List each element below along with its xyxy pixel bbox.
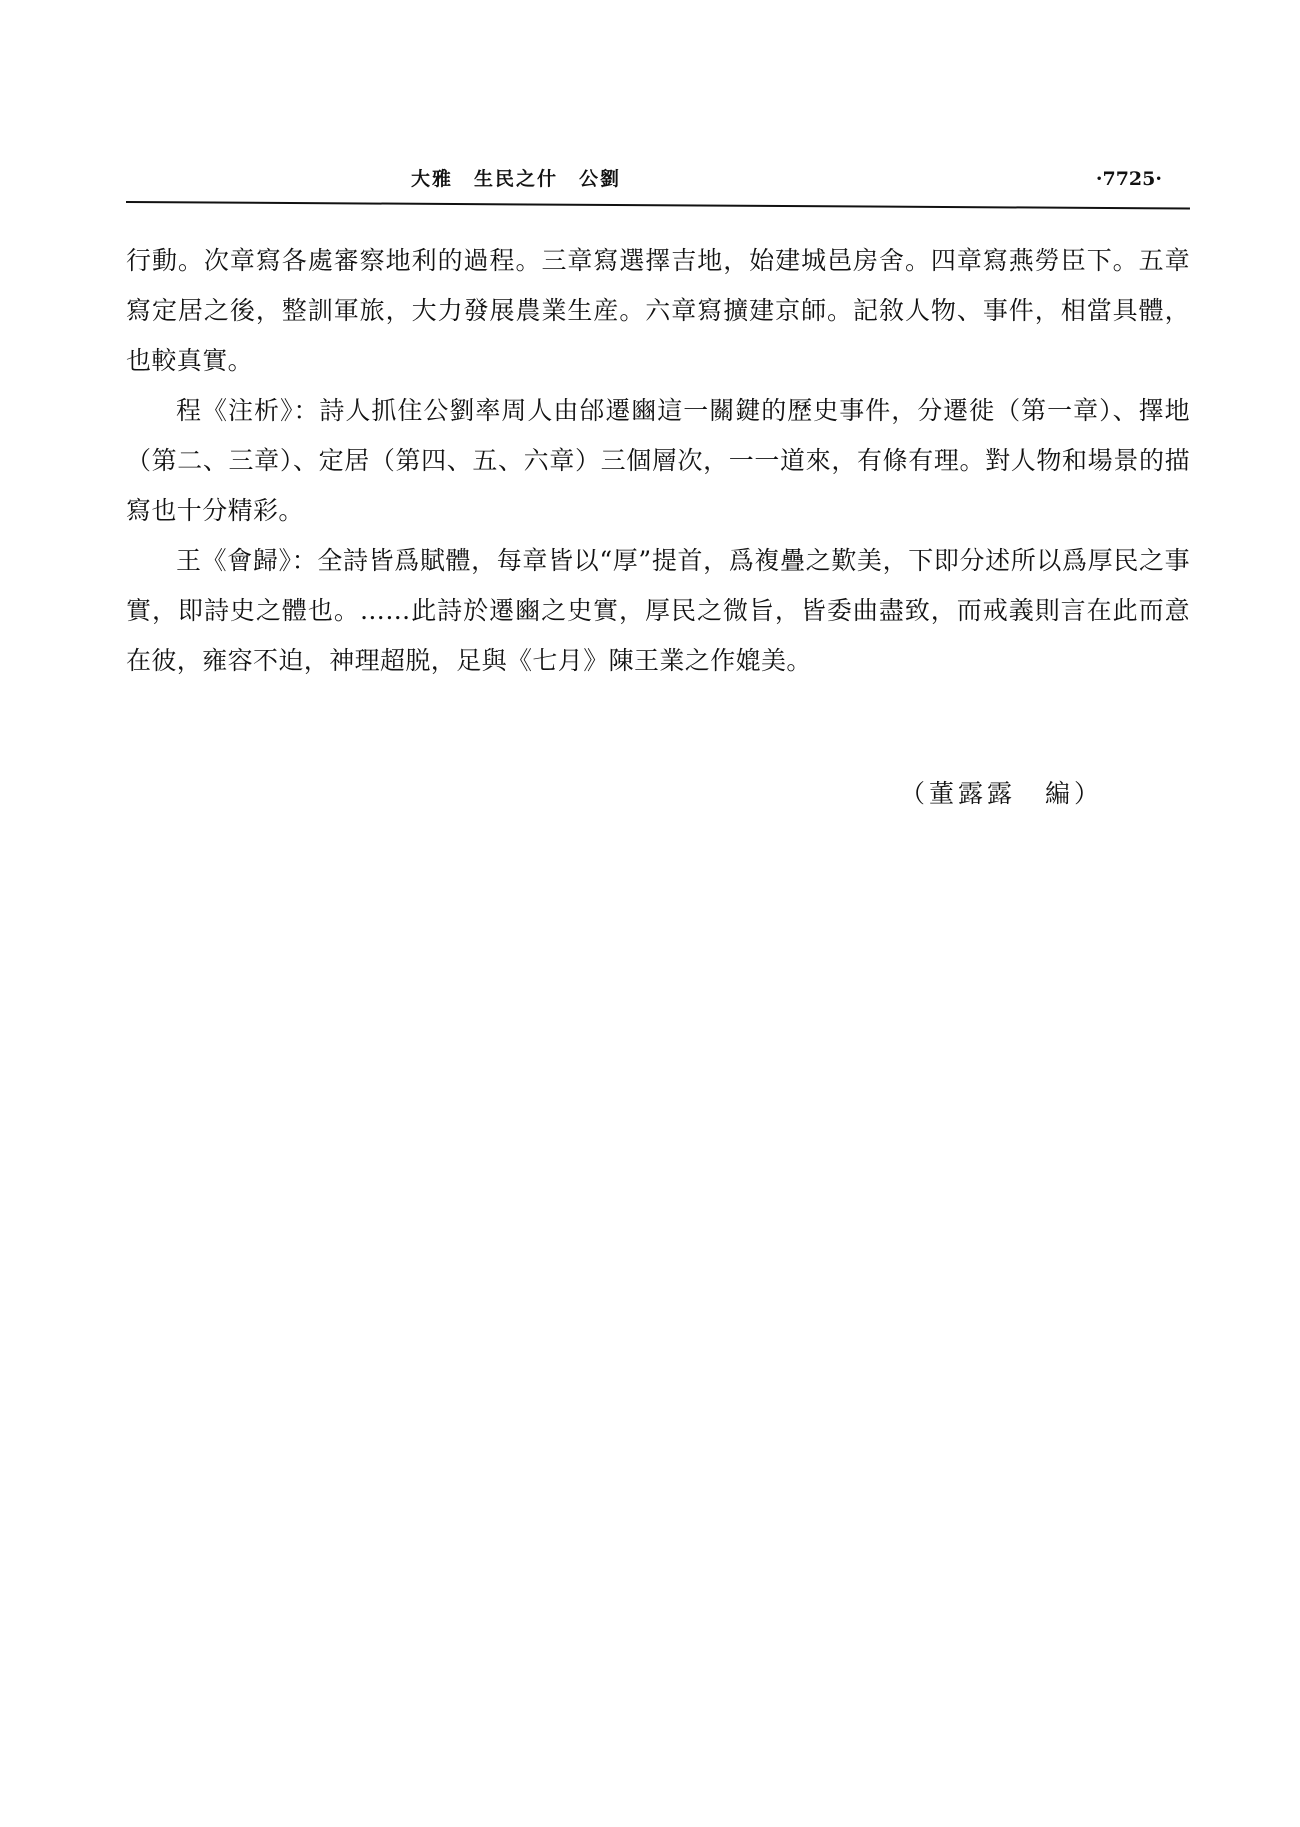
- paragraph-continuation: 行動。次章寫各處審察地利的過程。三章寫選擇吉地，始建城邑房舍。四章寫燕勞臣下。五章寫定居之後，整訓軍旅，大力發展農業生産。六章寫擴建京師。記敘人物、事件，相當具體，也較真實。: [126, 246, 1190, 375]
- page-number: ·7725·: [1095, 168, 1162, 190]
- paragraph-cheng-zhuxi: 程《注析》：詩人抓住公劉率周人由邰遷豳這一關鍵的歷史事件，分遷徙（第一章）、擇地（第二、三章）、定居（第四、五、六章）三個層次，一一道來，有條有理。對人物和場景的描寫也十分精彩。: [126, 396, 1190, 525]
- header-rule: [126, 201, 1190, 209]
- body-text: [126, 236, 1190, 686]
- section-title: 大雅 生民之什 公劉: [410, 168, 621, 190]
- paragraph-wang-huigui: 王《會歸》：全詩皆爲賦體，每章皆以“厚”提首，爲複疊之歎美，下即分述所以爲厚民之事實，即詩史之體也。……此詩於遷豳之史實，厚民之微旨，皆委曲盡致，而戒義則言在此而意在彼，雍容不迫，神理超脱，足與《七月》陳王業之作媲美。: [126, 546, 1190, 675]
- editor-credit: （董露露 編）: [900, 779, 1104, 808]
- running-head: [126, 162, 1190, 196]
